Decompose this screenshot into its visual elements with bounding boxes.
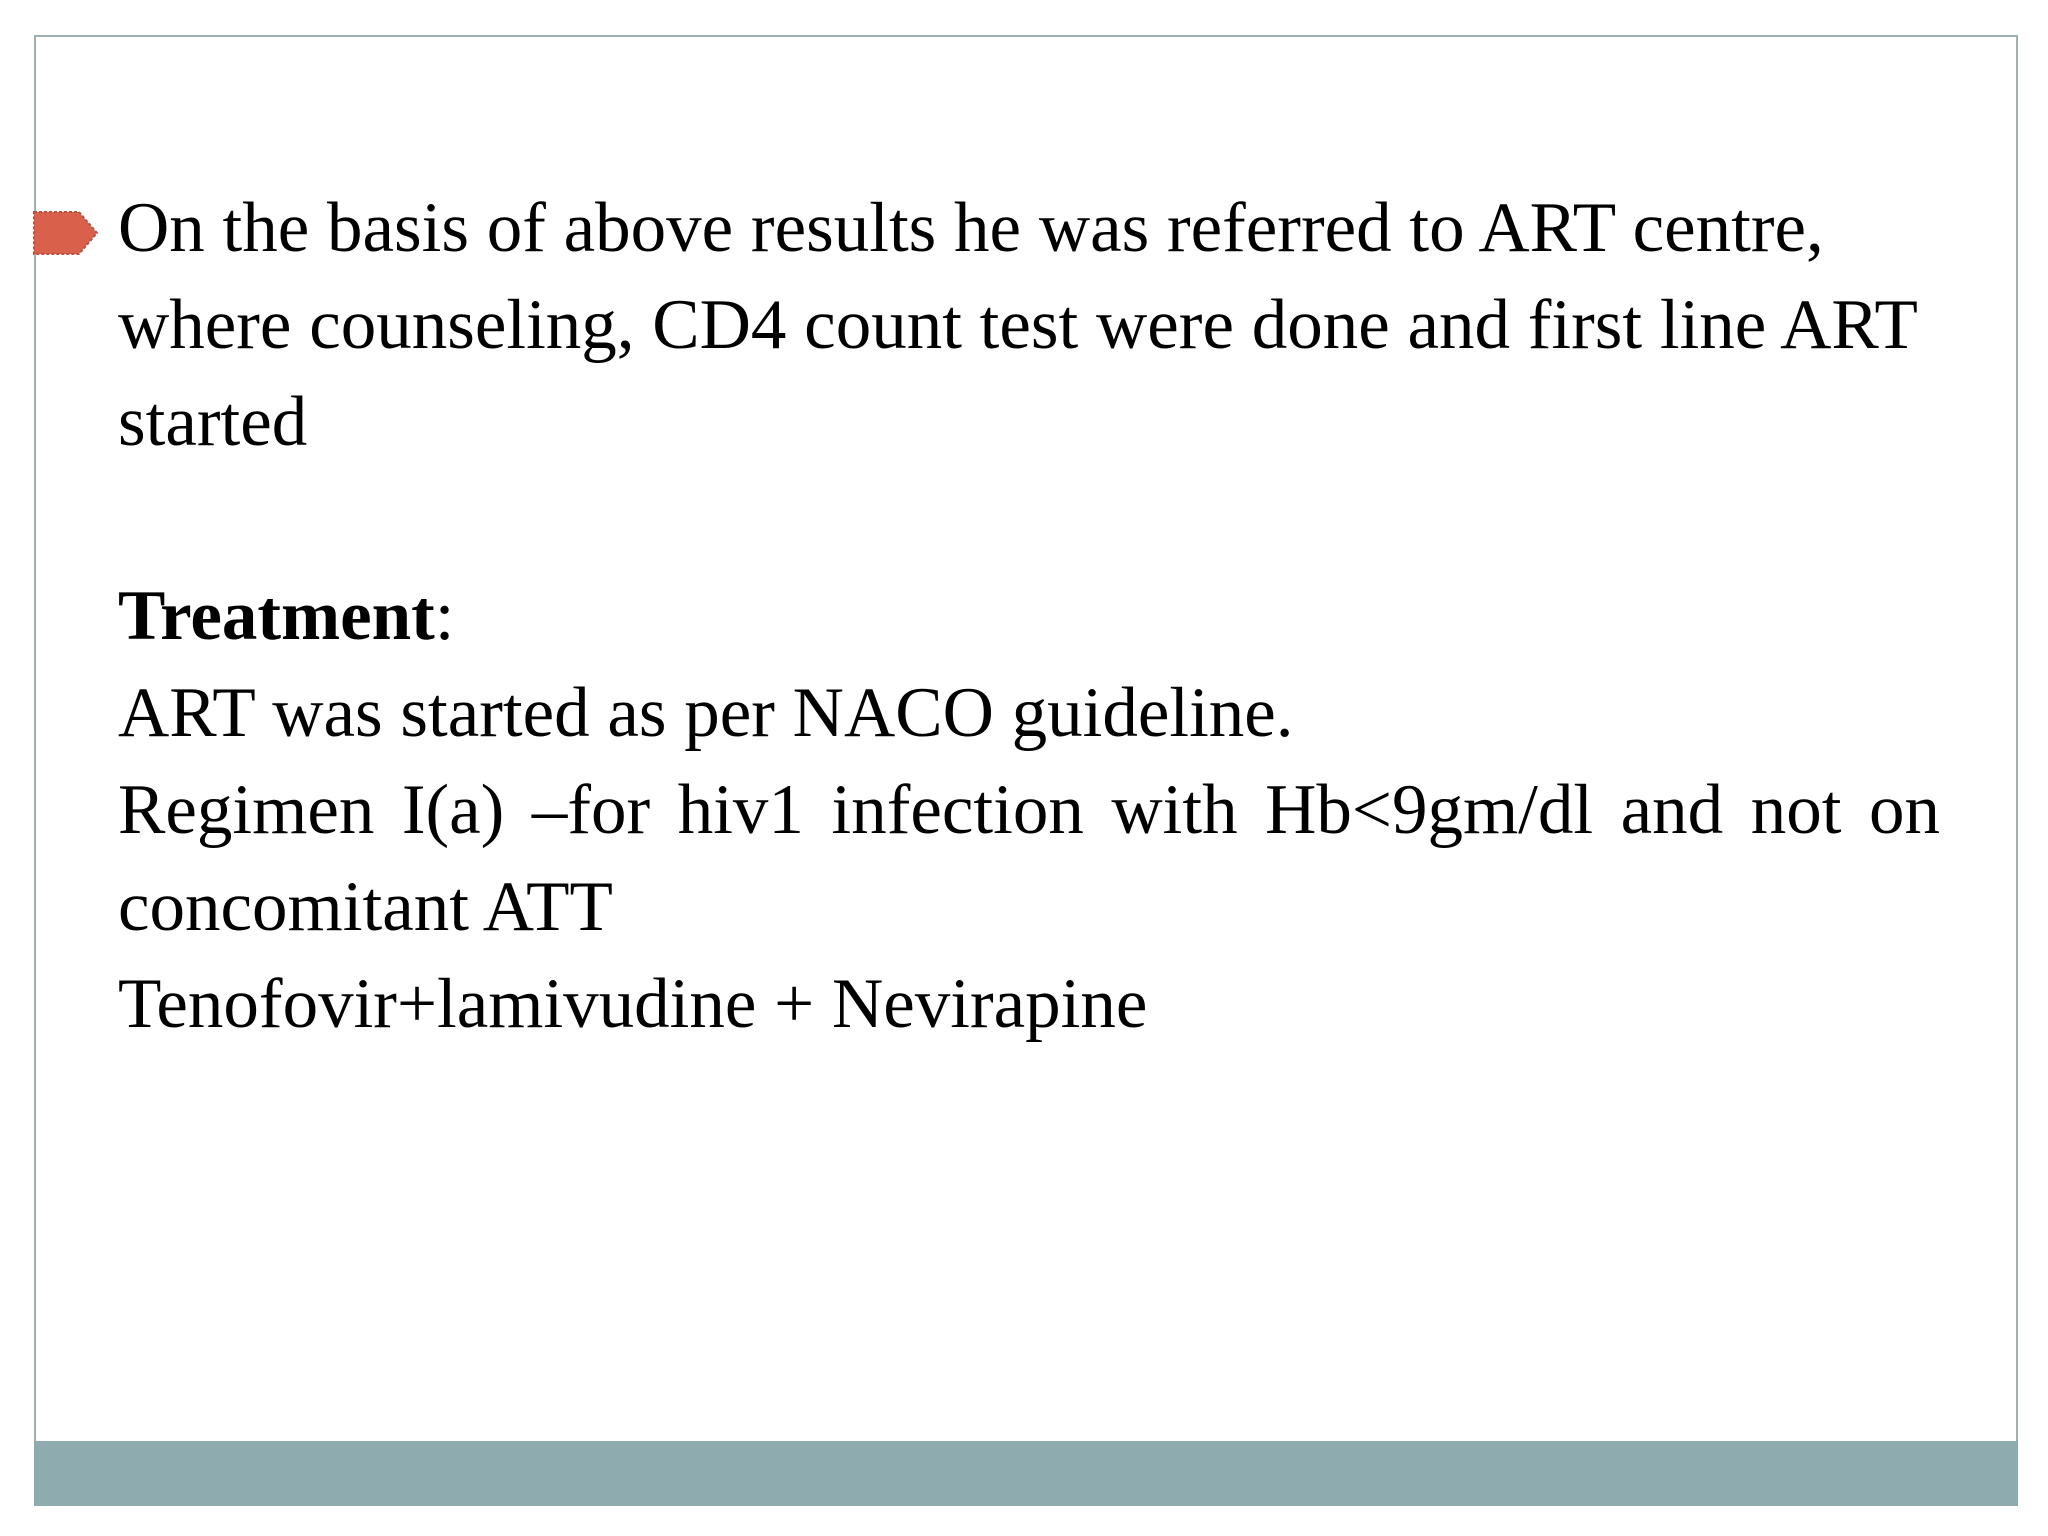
treatment-colon: : xyxy=(434,577,455,655)
bullet-paragraph: On the basis of above results he was referred to ART centre, where counseling, CD4 count test were done and first line ART started xyxy=(118,189,1917,461)
treatment-heading: Treatment xyxy=(118,577,435,655)
treatment-line-drugs: Tenofovir+lamivudine + Nevirapine xyxy=(118,965,1148,1043)
treatment-heading-line xyxy=(118,568,1940,665)
treatment-line-guideline: ART was started as per NACO guideline. xyxy=(118,674,1294,752)
slide-body xyxy=(118,180,1940,1053)
treatment-line-regimen: Regimen I(a) –for hiv1 infection with Hb<9gm/dl and not on concomitant ATT xyxy=(118,771,1940,946)
paragraph-spacer xyxy=(118,471,1940,568)
footer-bar xyxy=(34,1441,2018,1506)
pentagon-arrow-bullet-icon xyxy=(31,208,101,258)
